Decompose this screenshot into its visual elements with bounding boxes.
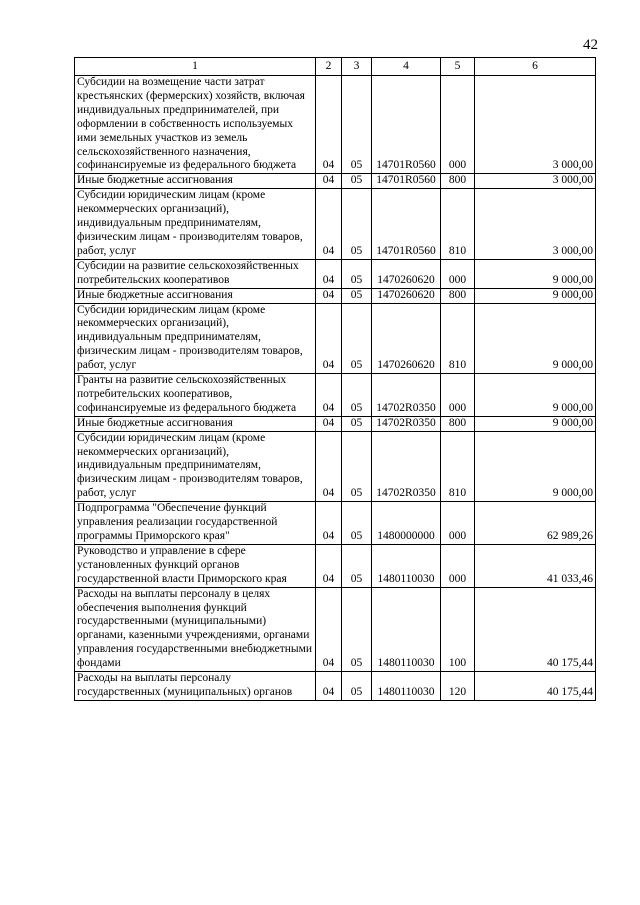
table-row [75,502,596,545]
table-row [75,431,596,502]
header-col-5: 5 [441,58,475,76]
row-subsection: 05 [342,502,372,545]
table-row [75,416,596,431]
row-target-code: 1480000000 [372,502,441,545]
table-row [75,374,596,417]
row-expense-type: 000 [441,502,475,545]
row-expense-type: 120 [441,672,475,701]
row-subsection: 05 [342,303,372,374]
row-target-code: 1480110030 [372,544,441,587]
row-subsection: 05 [342,174,372,189]
row-section: 04 [316,303,342,374]
row-amount: 3 000,00 [475,174,596,189]
table-row [75,174,596,189]
row-section: 04 [316,431,342,502]
row-subsection: 05 [342,76,372,174]
table-row [75,76,596,174]
row-expense-type: 000 [441,544,475,587]
row-section: 04 [316,502,342,545]
row-amount: 3 000,00 [475,76,596,174]
header-col-2: 2 [316,58,342,76]
header-col-1: 1 [75,58,316,76]
row-subsection: 05 [342,544,372,587]
row-subsection: 05 [342,189,372,260]
row-expense-type: 810 [441,431,475,502]
row-name: Иные бюджетные ассигнования [75,174,316,189]
row-target-code: 14702R0350 [372,431,441,502]
header-col-3: 3 [342,58,372,76]
table-row [75,189,596,260]
row-target-code: 14702R0350 [372,416,441,431]
row-section: 04 [316,259,342,288]
table-header-row [75,58,596,76]
budget-table [74,57,596,701]
table-row [75,672,596,701]
row-target-code: 1470260620 [372,259,441,288]
row-amount: 9 000,00 [475,259,596,288]
row-name: Субсидии юридическим лицам (кроме некоммерческих организаций), индивидуальным предпринимателям, физическим лицам - производителям товаров, работ, услуг [75,303,316,374]
row-expense-type: 810 [441,189,475,260]
row-target-code: 1480110030 [372,672,441,701]
row-section: 04 [316,189,342,260]
row-subsection: 05 [342,416,372,431]
row-name: Субсидии на развитие сельскохозяйственных потребительских кооперативов [75,259,316,288]
row-expense-type: 800 [441,174,475,189]
row-section: 04 [316,416,342,431]
row-subsection: 05 [342,672,372,701]
row-amount: 9 000,00 [475,374,596,417]
row-amount: 3 000,00 [475,189,596,260]
row-section: 04 [316,672,342,701]
row-expense-type: 800 [441,416,475,431]
row-expense-type: 100 [441,587,475,671]
header-col-4: 4 [372,58,441,76]
header-col-6: 6 [475,58,596,76]
row-name: Субсидии юридическим лицам (кроме некоммерческих организаций), индивидуальным предпринимателям, физическим лицам - производителям товаров, работ, услуг [75,431,316,502]
table-row [75,288,596,303]
row-target-code: 14701R0560 [372,189,441,260]
row-amount: 62 989,26 [475,502,596,545]
row-target-code: 1470260620 [372,288,441,303]
row-name: Субсидии юридическим лицам (кроме некоммерческих организаций), индивидуальным предпринимателям, физическим лицам - производителям товаров, работ, услуг [75,189,316,260]
row-name: Подпрограмма "Обеспечение функций управления реализации государственной программы Приморского края" [75,502,316,545]
row-section: 04 [316,288,342,303]
row-section: 04 [316,374,342,417]
row-expense-type: 000 [441,76,475,174]
row-target-code: 1470260620 [372,303,441,374]
row-name: Иные бюджетные ассигнования [75,288,316,303]
row-name: Расходы на выплаты персоналу в целях обеспечения выполнения функций государственными (муниципальными) органами, казенными учреждениями, органами управления государственными внебюджетными фондами [75,587,316,671]
table-row [75,544,596,587]
row-expense-type: 000 [441,374,475,417]
row-section: 04 [316,76,342,174]
row-amount: 9 000,00 [475,431,596,502]
row-name: Руководство и управление в сфере установленных функций органов государственной власти Приморского края [75,544,316,587]
row-target-code: 14702R0350 [372,374,441,417]
row-subsection: 05 [342,374,372,417]
row-expense-type: 000 [441,259,475,288]
row-amount: 9 000,00 [475,288,596,303]
row-subsection: 05 [342,259,372,288]
table-row [75,587,596,671]
row-expense-type: 810 [441,303,475,374]
row-target-code: 14701R0560 [372,76,441,174]
page-number: 42 [583,37,598,53]
row-expense-type: 800 [441,288,475,303]
row-section: 04 [316,544,342,587]
row-target-code: 14701R0560 [372,174,441,189]
row-amount: 41 033,46 [475,544,596,587]
row-section: 04 [316,174,342,189]
row-name: Расходы на выплаты персоналу государственных (муниципальных) органов [75,672,316,701]
row-section: 04 [316,587,342,671]
row-subsection: 05 [342,587,372,671]
row-amount: 9 000,00 [475,303,596,374]
row-name: Иные бюджетные ассигнования [75,416,316,431]
row-name: Гранты на развитие сельскохозяйственных потребительских кооперативов, софинансируемые из федерального бюджета [75,374,316,417]
table-row [75,259,596,288]
row-amount: 40 175,44 [475,672,596,701]
row-amount: 40 175,44 [475,587,596,671]
row-name: Субсидии на возмещение части затрат крестьянских (фермерских) хозяйств, включая индивидуальных предпринимателей, при оформлении в собственность используемых ими земельных участков из земель сельскохозяйственного назначения, софинансируемые из федерального бюджета [75,76,316,174]
row-target-code: 1480110030 [372,587,441,671]
row-subsection: 05 [342,431,372,502]
row-subsection: 05 [342,288,372,303]
row-amount: 9 000,00 [475,416,596,431]
table-row [75,303,596,374]
